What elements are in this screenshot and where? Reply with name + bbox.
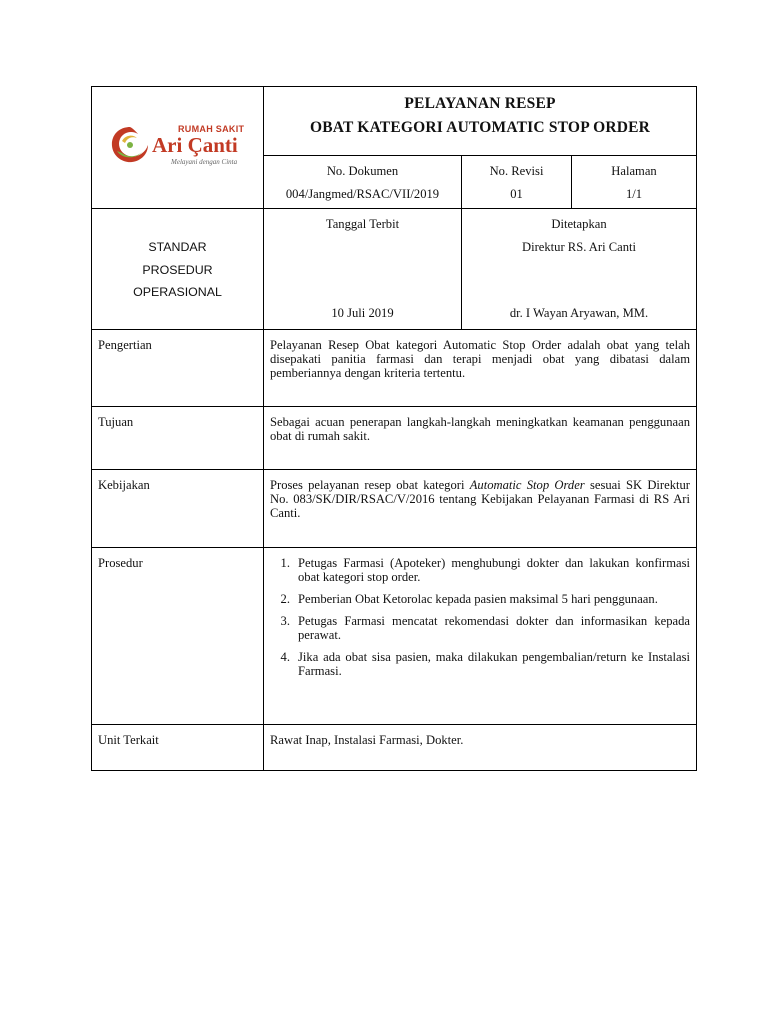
row-kebijakan (92, 470, 697, 548)
list-item (270, 614, 690, 642)
sop-label-line2: PROSEDUR (142, 262, 213, 277)
approved-role: Direktur RS. Ari Canti (521, 240, 637, 254)
hospital-name: Ari Çanti (152, 133, 238, 157)
revision-value: 01 (510, 187, 523, 201)
hospital-logo (108, 123, 258, 173)
sop-label-line3: OPERASIONAL (133, 285, 222, 299)
doc-number-value: 004/Jangmed/RSAC/VII/2019 (285, 187, 440, 201)
kebijakan-text-after: sesuai SK Direktur No. 083/SK/DIR/RSAC/V/2016 tentang Kebijakan Pelayanan Farmasi di RS Ari Canti. (270, 478, 691, 520)
hospital-prefix: RUMAH SAKIT (178, 124, 245, 134)
doc-number-label: No. Dokumen (326, 164, 399, 178)
prosedur-body (264, 548, 697, 725)
approval-cell (462, 209, 697, 330)
issue-date-label: Tanggal Terbit (325, 217, 400, 231)
document-title-cell (264, 87, 697, 156)
kebijakan-text-before: Proses pelayanan resep obat kategori (270, 478, 470, 492)
issue-date-value: 10 Juli 2019 (331, 306, 394, 320)
tujuan-text: Sebagai acuan penerapan langkah-langkah meningkatkan keamanan penggunaan obat di rumah sakit. (264, 407, 697, 470)
kebijakan-text (264, 470, 697, 548)
pengertian-label: Pengertian (92, 330, 264, 407)
logo-cell (92, 87, 264, 209)
tujuan-label: Tujuan (92, 407, 264, 470)
kebijakan-label: Kebijakan (92, 470, 264, 548)
unit-terkait-label: Unit Terkait (92, 725, 264, 771)
prosedur-label: Prosedur (92, 548, 264, 725)
list-item (270, 650, 690, 678)
list-item (270, 556, 690, 584)
row-prosedur (92, 548, 697, 725)
revision-label: No. Revisi (489, 164, 544, 178)
step-text: Pemberian Obat Ketorolac kepada pasien maksimal 5 hari penggunaan. (298, 592, 658, 606)
step-number: 3. (280, 614, 290, 628)
hospital-tagline: Melayani dengan Cinta (171, 158, 238, 166)
step-text: Petugas Farmasi (Apoteker) menghubungi dokter dan lakukan konfirmasi obat kategori stop order. (298, 556, 691, 584)
page-cell (572, 156, 697, 209)
row-tujuan (92, 407, 697, 470)
list-item (270, 592, 690, 606)
sop-label-line1: STANDAR (148, 240, 207, 254)
issue-date-cell (264, 209, 462, 330)
page-label: Halaman (611, 164, 657, 178)
row-pengertian (92, 330, 697, 407)
step-number: 1. (280, 556, 290, 570)
step-number: 2. (280, 592, 290, 606)
document-title-line1: PELAYANAN RESEP (404, 95, 556, 112)
unit-terkait-text: Rawat Inap, Instalasi Farmasi, Dokter. (264, 725, 697, 771)
step-text: Jika ada obat sisa pasien, maka dilakukan pengembalian/return ke Instalasi Farmasi. (298, 650, 691, 678)
pengertian-text: Pelayanan Resep Obat kategori Automatic Stop Order adalah obat yang telah disepakati panitia farmasi dan terapi menjadi obat yang dibatasi dalam pemberiannya dengan kriteria tertentu. (264, 330, 697, 407)
page-value: 1/1 (625, 187, 643, 201)
kebijakan-text-italic: Automatic Stop Order (469, 478, 585, 492)
step-text: Petugas Farmasi mencatat rekomendasi dokter dan informasikan kepada perawat. (298, 614, 691, 642)
doc-number-cell (264, 156, 462, 209)
prosedur-steps (270, 556, 690, 678)
document-title-line2: OBAT KATEGORI AUTOMATIC STOP ORDER (309, 119, 651, 136)
swirl-logo-icon (108, 123, 152, 167)
revision-cell (462, 156, 572, 209)
row-unit-terkait (92, 725, 697, 771)
approved-label: Ditetapkan (551, 217, 607, 231)
sop-document-table (91, 86, 697, 771)
sop-label-cell (92, 209, 264, 330)
approved-name: dr. I Wayan Aryawan, MM. (509, 306, 649, 320)
step-number: 4. (280, 650, 290, 664)
